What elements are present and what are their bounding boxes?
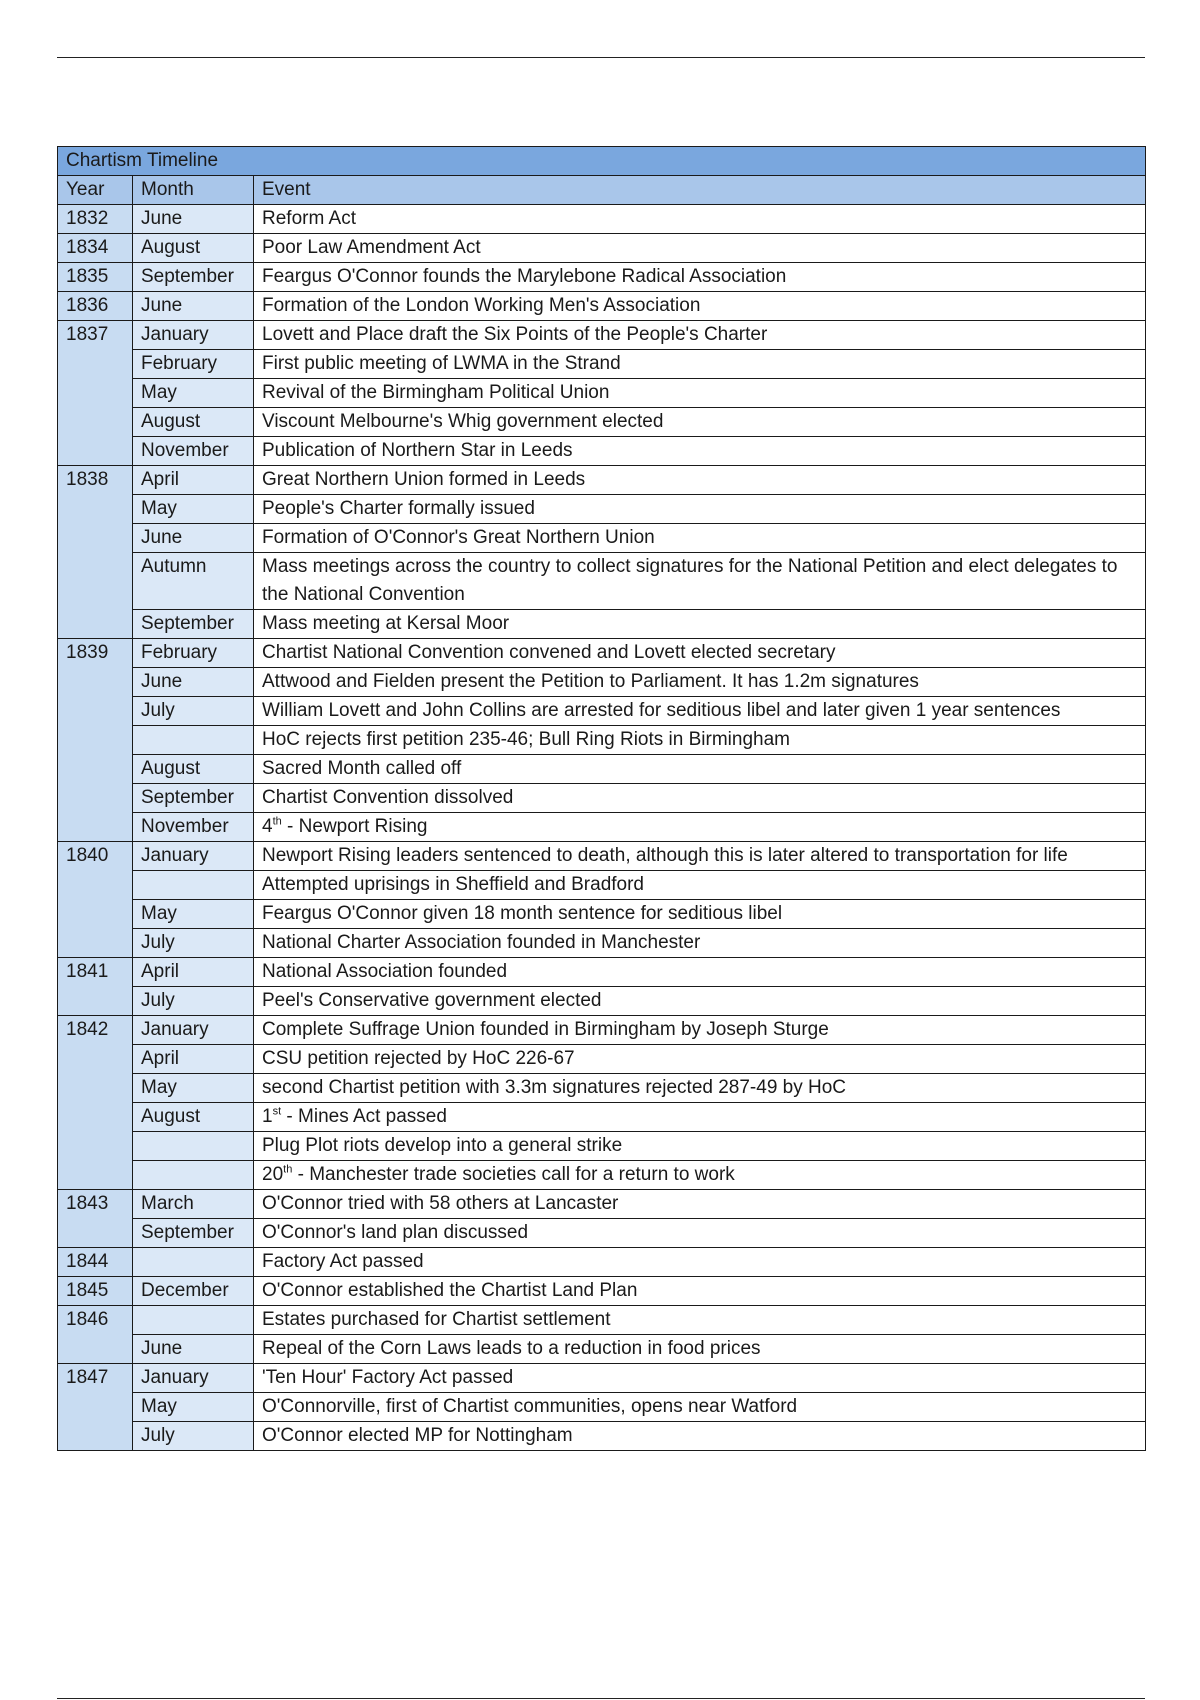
table-row [58,842,1146,871]
event-cell: Chartist National Convention convened and Lovett elected secretary [254,639,1146,668]
event-day-suffix: st [272,1105,282,1118]
month-cell: September [133,263,254,292]
month-cell [133,1132,254,1161]
month-cell: August [133,408,254,437]
month-cell: February [133,639,254,668]
table-row [58,379,1146,408]
event-cell [254,1103,1146,1132]
year-cell: 1836 [58,292,133,321]
year-cell: 1838 [58,466,133,639]
table-row [58,1306,1146,1335]
table-row [58,205,1146,234]
chartism-timeline-table [57,146,1146,1451]
month-cell: April [133,1045,254,1074]
year-cell: 1837 [58,321,133,466]
month-cell: May [133,495,254,524]
table-row [58,263,1146,292]
event-cell: First public meeting of LWMA in the Strand [254,350,1146,379]
table-row [58,639,1146,668]
event-cell: Plug Plot riots develop into a general strike [254,1132,1146,1161]
event-cell [254,813,1146,842]
month-cell: September [133,784,254,813]
month-cell: January [133,1016,254,1045]
year-cell: 1840 [58,842,133,958]
table-row [58,987,1146,1016]
month-cell [133,871,254,900]
month-cell [133,726,254,755]
event-cell: National Charter Association founded in Manchester [254,929,1146,958]
month-cell: August [133,1103,254,1132]
month-cell: September [133,1219,254,1248]
month-cell: August [133,234,254,263]
event-cell: CSU petition rejected by HoC 226-67 [254,1045,1146,1074]
month-cell: June [133,1335,254,1364]
table-row [58,1277,1146,1306]
event-cell: Complete Suffrage Union founded in Birmingham by Joseph Sturge [254,1016,1146,1045]
event-cell: Viscount Melbourne's Whig government elected [254,408,1146,437]
month-cell: December [133,1277,254,1306]
event-cell: Repeal of the Corn Laws leads to a reduction in food prices [254,1335,1146,1364]
event-cell: People's Charter formally issued [254,495,1146,524]
table-row [58,1074,1146,1103]
event-cell: Attempted uprisings in Sheffield and Bradford [254,871,1146,900]
event-day-suffix: th [283,1163,293,1176]
event-cell [254,1161,1146,1190]
month-cell: April [133,958,254,987]
event-cell: Feargus O'Connor given 18 month sentence for seditious libel [254,900,1146,929]
event-cell: Formation of O'Connor's Great Northern Union [254,524,1146,553]
month-cell: May [133,379,254,408]
table-row [58,871,1146,900]
event-text: - Manchester trade societies call for a return to work [292,1164,735,1185]
table-row [58,408,1146,437]
month-cell: February [133,350,254,379]
month-cell: May [133,1393,254,1422]
table-body [58,205,1146,1451]
table-row [58,1248,1146,1277]
event-cell: Chartist Convention dissolved [254,784,1146,813]
table-row [58,553,1146,610]
month-cell: March [133,1190,254,1219]
table-row [58,1161,1146,1190]
event-day-number: 1 [262,1106,273,1127]
event-cell: Peel's Conservative government elected [254,987,1146,1016]
month-cell: January [133,321,254,350]
month-cell: May [133,1074,254,1103]
event-cell: Great Northern Union formed in Leeds [254,466,1146,495]
event-cell: Publication of Northern Star in Leeds [254,437,1146,466]
header-rule [57,57,1145,58]
year-cell: 1846 [58,1306,133,1364]
month-cell: November [133,813,254,842]
table-row [58,1364,1146,1393]
event-cell: William Lovett and John Collins are arrested for seditious libel and later given 1 year sentences [254,697,1146,726]
event-cell: second Chartist petition with 3.3m signatures rejected 287-49 by HoC [254,1074,1146,1103]
table-row [58,813,1146,842]
table-row [58,610,1146,639]
event-cell: Mass meetings across the country to collect signatures for the National Petition and elect delegates to the National Convention [254,553,1146,610]
table-row [58,495,1146,524]
table-row [58,1190,1146,1219]
event-text: - Newport Rising [281,816,428,837]
table-header-row [58,176,1146,205]
table-row [58,321,1146,350]
month-cell: April [133,466,254,495]
table-row [58,726,1146,755]
table-row [58,437,1146,466]
table-row [58,784,1146,813]
event-cell: O'Connorville, first of Chartist communities, opens near Watford [254,1393,1146,1422]
month-cell: September [133,610,254,639]
month-cell: June [133,292,254,321]
event-cell: Attwood and Fielden present the Petition to Parliament. It has 1.2m signatures [254,668,1146,697]
year-cell: 1844 [58,1248,133,1277]
event-cell: Formation of the London Working Men's Association [254,292,1146,321]
table-row [58,1335,1146,1364]
table-row [58,1422,1146,1451]
table-title: Chartism Timeline [58,147,1146,176]
month-cell: July [133,1422,254,1451]
event-cell: Reform Act [254,205,1146,234]
event-day-suffix: th [272,815,282,828]
table-row [58,1219,1146,1248]
event-day-number: 20 [262,1164,284,1185]
table-row [58,1132,1146,1161]
month-cell: January [133,1364,254,1393]
month-cell: June [133,205,254,234]
event-cell: 'Ten Hour' Factory Act passed [254,1364,1146,1393]
event-text: - Mines Act passed [281,1106,447,1127]
table-row [58,958,1146,987]
month-cell: June [133,668,254,697]
event-cell: Lovett and Place draft the Six Points of the People's Charter [254,321,1146,350]
table-row [58,1393,1146,1422]
year-cell: 1835 [58,263,133,292]
table-row [58,1016,1146,1045]
year-cell: 1843 [58,1190,133,1248]
month-cell: Autumn [133,553,254,610]
event-cell: Revival of the Birmingham Political Union [254,379,1146,408]
month-cell: July [133,987,254,1016]
month-cell: June [133,524,254,553]
table-row [58,524,1146,553]
table-row [58,900,1146,929]
month-cell: November [133,437,254,466]
month-cell: July [133,929,254,958]
event-cell: O'Connor tried with 58 others at Lancaster [254,1190,1146,1219]
event-cell: HoC rejects first petition 235-46; Bull Ring Riots in Birmingham [254,726,1146,755]
year-cell: 1841 [58,958,133,1016]
event-cell: Mass meeting at Kersal Moor [254,610,1146,639]
event-cell: Poor Law Amendment Act [254,234,1146,263]
month-cell: August [133,755,254,784]
table-row [58,1103,1146,1132]
column-header-event: Event [254,176,1146,205]
year-cell: 1842 [58,1016,133,1190]
column-header-year: Year [58,176,133,205]
month-cell: January [133,842,254,871]
event-cell: Newport Rising leaders sentenced to death, although this is later altered to transportation for life [254,842,1146,871]
event-cell: National Association founded [254,958,1146,987]
table-row [58,234,1146,263]
year-cell: 1834 [58,234,133,263]
month-cell: July [133,697,254,726]
table-row [58,697,1146,726]
year-cell: 1845 [58,1277,133,1306]
table-title-row [58,147,1146,176]
event-cell: Estates purchased for Chartist settlement [254,1306,1146,1335]
table-row [58,350,1146,379]
table-row [58,755,1146,784]
month-cell: May [133,900,254,929]
column-header-month: Month [133,176,254,205]
table-row [58,1045,1146,1074]
month-cell [133,1306,254,1335]
year-cell: 1847 [58,1364,133,1451]
event-cell: Feargus O'Connor founds the Marylebone Radical Association [254,263,1146,292]
event-cell: O'Connor's land plan discussed [254,1219,1146,1248]
table-row [58,929,1146,958]
event-cell: Sacred Month called off [254,755,1146,784]
event-cell: Factory Act passed [254,1248,1146,1277]
month-cell [133,1248,254,1277]
event-cell: O'Connor established the Chartist Land Plan [254,1277,1146,1306]
table-row [58,292,1146,321]
table-row [58,466,1146,495]
table-row [58,668,1146,697]
month-cell [133,1161,254,1190]
footer-rule [57,1698,1145,1699]
event-cell: O'Connor elected MP for Nottingham [254,1422,1146,1451]
year-cell: 1839 [58,639,133,842]
event-day-number: 4 [262,816,273,837]
year-cell: 1832 [58,205,133,234]
